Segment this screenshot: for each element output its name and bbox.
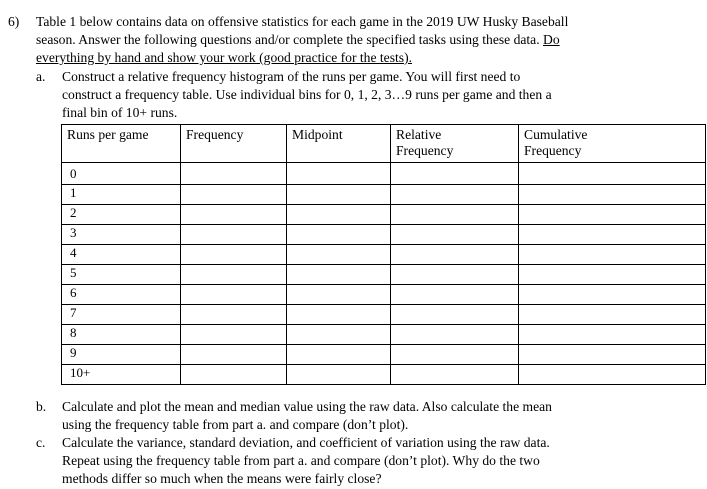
cell-runs: 0 [62, 163, 181, 185]
table-row [62, 365, 706, 385]
header-cumulative-line-1: Cumulative [524, 127, 588, 142]
part-a-line-1: Construct a relative frequency histogram of the runs per game. You will first need to [62, 69, 521, 84]
table-row [62, 325, 706, 345]
cell-midpoint[interactable] [287, 205, 391, 225]
header-relative-line-2: Frequency [396, 143, 454, 158]
cell-relative-frequency[interactable] [391, 205, 519, 225]
cell-frequency[interactable] [181, 225, 287, 245]
table-row [62, 305, 706, 325]
cell-frequency[interactable] [181, 325, 287, 345]
cell-cumulative-frequency[interactable] [519, 265, 706, 285]
cell-frequency[interactable] [181, 265, 287, 285]
cell-frequency[interactable] [181, 345, 287, 365]
question-number: 6) [8, 14, 20, 29]
question-line-2-text: season. Answer the following questions and/or complete the specified tasks using these data. [36, 32, 544, 47]
cell-relative-frequency[interactable] [391, 225, 519, 245]
frequency-table [61, 124, 706, 385]
header-midpoint: Midpoint [287, 125, 391, 163]
cell-runs: 5 [62, 265, 181, 285]
cell-relative-frequency[interactable] [391, 365, 519, 385]
cell-frequency[interactable] [181, 245, 287, 265]
table-row [62, 225, 706, 245]
cell-relative-frequency[interactable] [391, 265, 519, 285]
cell-cumulative-frequency[interactable] [519, 305, 706, 325]
cell-cumulative-frequency[interactable] [519, 205, 706, 225]
cell-runs: 10+ [62, 365, 181, 385]
cell-relative-frequency[interactable] [391, 185, 519, 205]
header-cumulative-frequency [519, 125, 706, 163]
header-cumulative-line-2: Frequency [524, 143, 582, 158]
question-line-2 [36, 31, 560, 48]
part-b-line-1: Calculate and plot the mean and median value using the raw data. Also calculate the mean [62, 399, 552, 414]
cell-midpoint[interactable] [287, 245, 391, 265]
cell-relative-frequency[interactable] [391, 285, 519, 305]
cell-frequency[interactable] [181, 365, 287, 385]
part-b-label: b. [36, 399, 47, 414]
part-c-line-3: methods differ so much when the means were fairly close? [62, 471, 382, 486]
cell-midpoint[interactable] [287, 163, 391, 185]
question-line-1: Table 1 below contains data on offensive statistics for each game in the 2019 UW Husky Baseball [36, 14, 569, 29]
cell-midpoint[interactable] [287, 285, 391, 305]
part-b-line-2: using the frequency table from part a. and compare (don’t plot). [62, 417, 409, 432]
cell-runs: 8 [62, 325, 181, 345]
cell-cumulative-frequency[interactable] [519, 365, 706, 385]
cell-runs: 3 [62, 225, 181, 245]
table-row [62, 205, 706, 225]
table-row [62, 265, 706, 285]
cell-midpoint[interactable] [287, 305, 391, 325]
cell-relative-frequency[interactable] [391, 325, 519, 345]
cell-midpoint[interactable] [287, 325, 391, 345]
table-header-row [62, 125, 706, 163]
header-frequency: Frequency [181, 125, 287, 163]
cell-relative-frequency[interactable] [391, 305, 519, 325]
part-a-line-3: final bin of 10+ runs. [62, 105, 178, 120]
cell-relative-frequency[interactable] [391, 163, 519, 185]
cell-runs: 4 [62, 245, 181, 265]
cell-frequency[interactable] [181, 205, 287, 225]
cell-cumulative-frequency[interactable] [519, 185, 706, 205]
cell-cumulative-frequency[interactable] [519, 163, 706, 185]
table-row [62, 185, 706, 205]
table-row [62, 345, 706, 365]
cell-cumulative-frequency[interactable] [519, 225, 706, 245]
part-a-label: a. [36, 69, 46, 84]
header-relative-line-1: Relative [396, 127, 442, 142]
part-a-line-2: construct a frequency table. Use individual bins for 0, 1, 2, 3…9 runs per game and then a [62, 87, 552, 102]
cell-cumulative-frequency[interactable] [519, 285, 706, 305]
cell-runs: 9 [62, 345, 181, 365]
cell-cumulative-frequency[interactable] [519, 345, 706, 365]
cell-cumulative-frequency[interactable] [519, 325, 706, 345]
cell-relative-frequency[interactable] [391, 345, 519, 365]
table-row [62, 245, 706, 265]
part-c-label: c. [36, 435, 46, 450]
cell-frequency[interactable] [181, 305, 287, 325]
table-row [62, 285, 706, 305]
cell-midpoint[interactable] [287, 265, 391, 285]
cell-cumulative-frequency[interactable] [519, 245, 706, 265]
cell-runs: 6 [62, 285, 181, 305]
question-underlined-line: everything by hand and show your work (good practice for the tests). [36, 50, 412, 65]
header-runs-per-game: Runs per game [62, 125, 181, 163]
cell-runs: 7 [62, 305, 181, 325]
cell-runs: 1 [62, 185, 181, 205]
question-do-text: Do [543, 32, 560, 47]
cell-midpoint[interactable] [287, 225, 391, 245]
cell-midpoint[interactable] [287, 185, 391, 205]
cell-relative-frequency[interactable] [391, 245, 519, 265]
cell-frequency[interactable] [181, 285, 287, 305]
cell-midpoint[interactable] [287, 365, 391, 385]
cell-frequency[interactable] [181, 163, 287, 185]
part-c-line-1: Calculate the variance, standard deviation, and coefficient of variation using the raw data. [62, 435, 550, 450]
cell-midpoint[interactable] [287, 345, 391, 365]
cell-runs: 2 [62, 205, 181, 225]
cell-frequency[interactable] [181, 185, 287, 205]
header-relative-frequency [391, 125, 519, 163]
part-c-line-2: Repeat using the frequency table from part a. and compare (don’t plot). Why do the two [62, 453, 540, 468]
table-row [62, 163, 706, 185]
